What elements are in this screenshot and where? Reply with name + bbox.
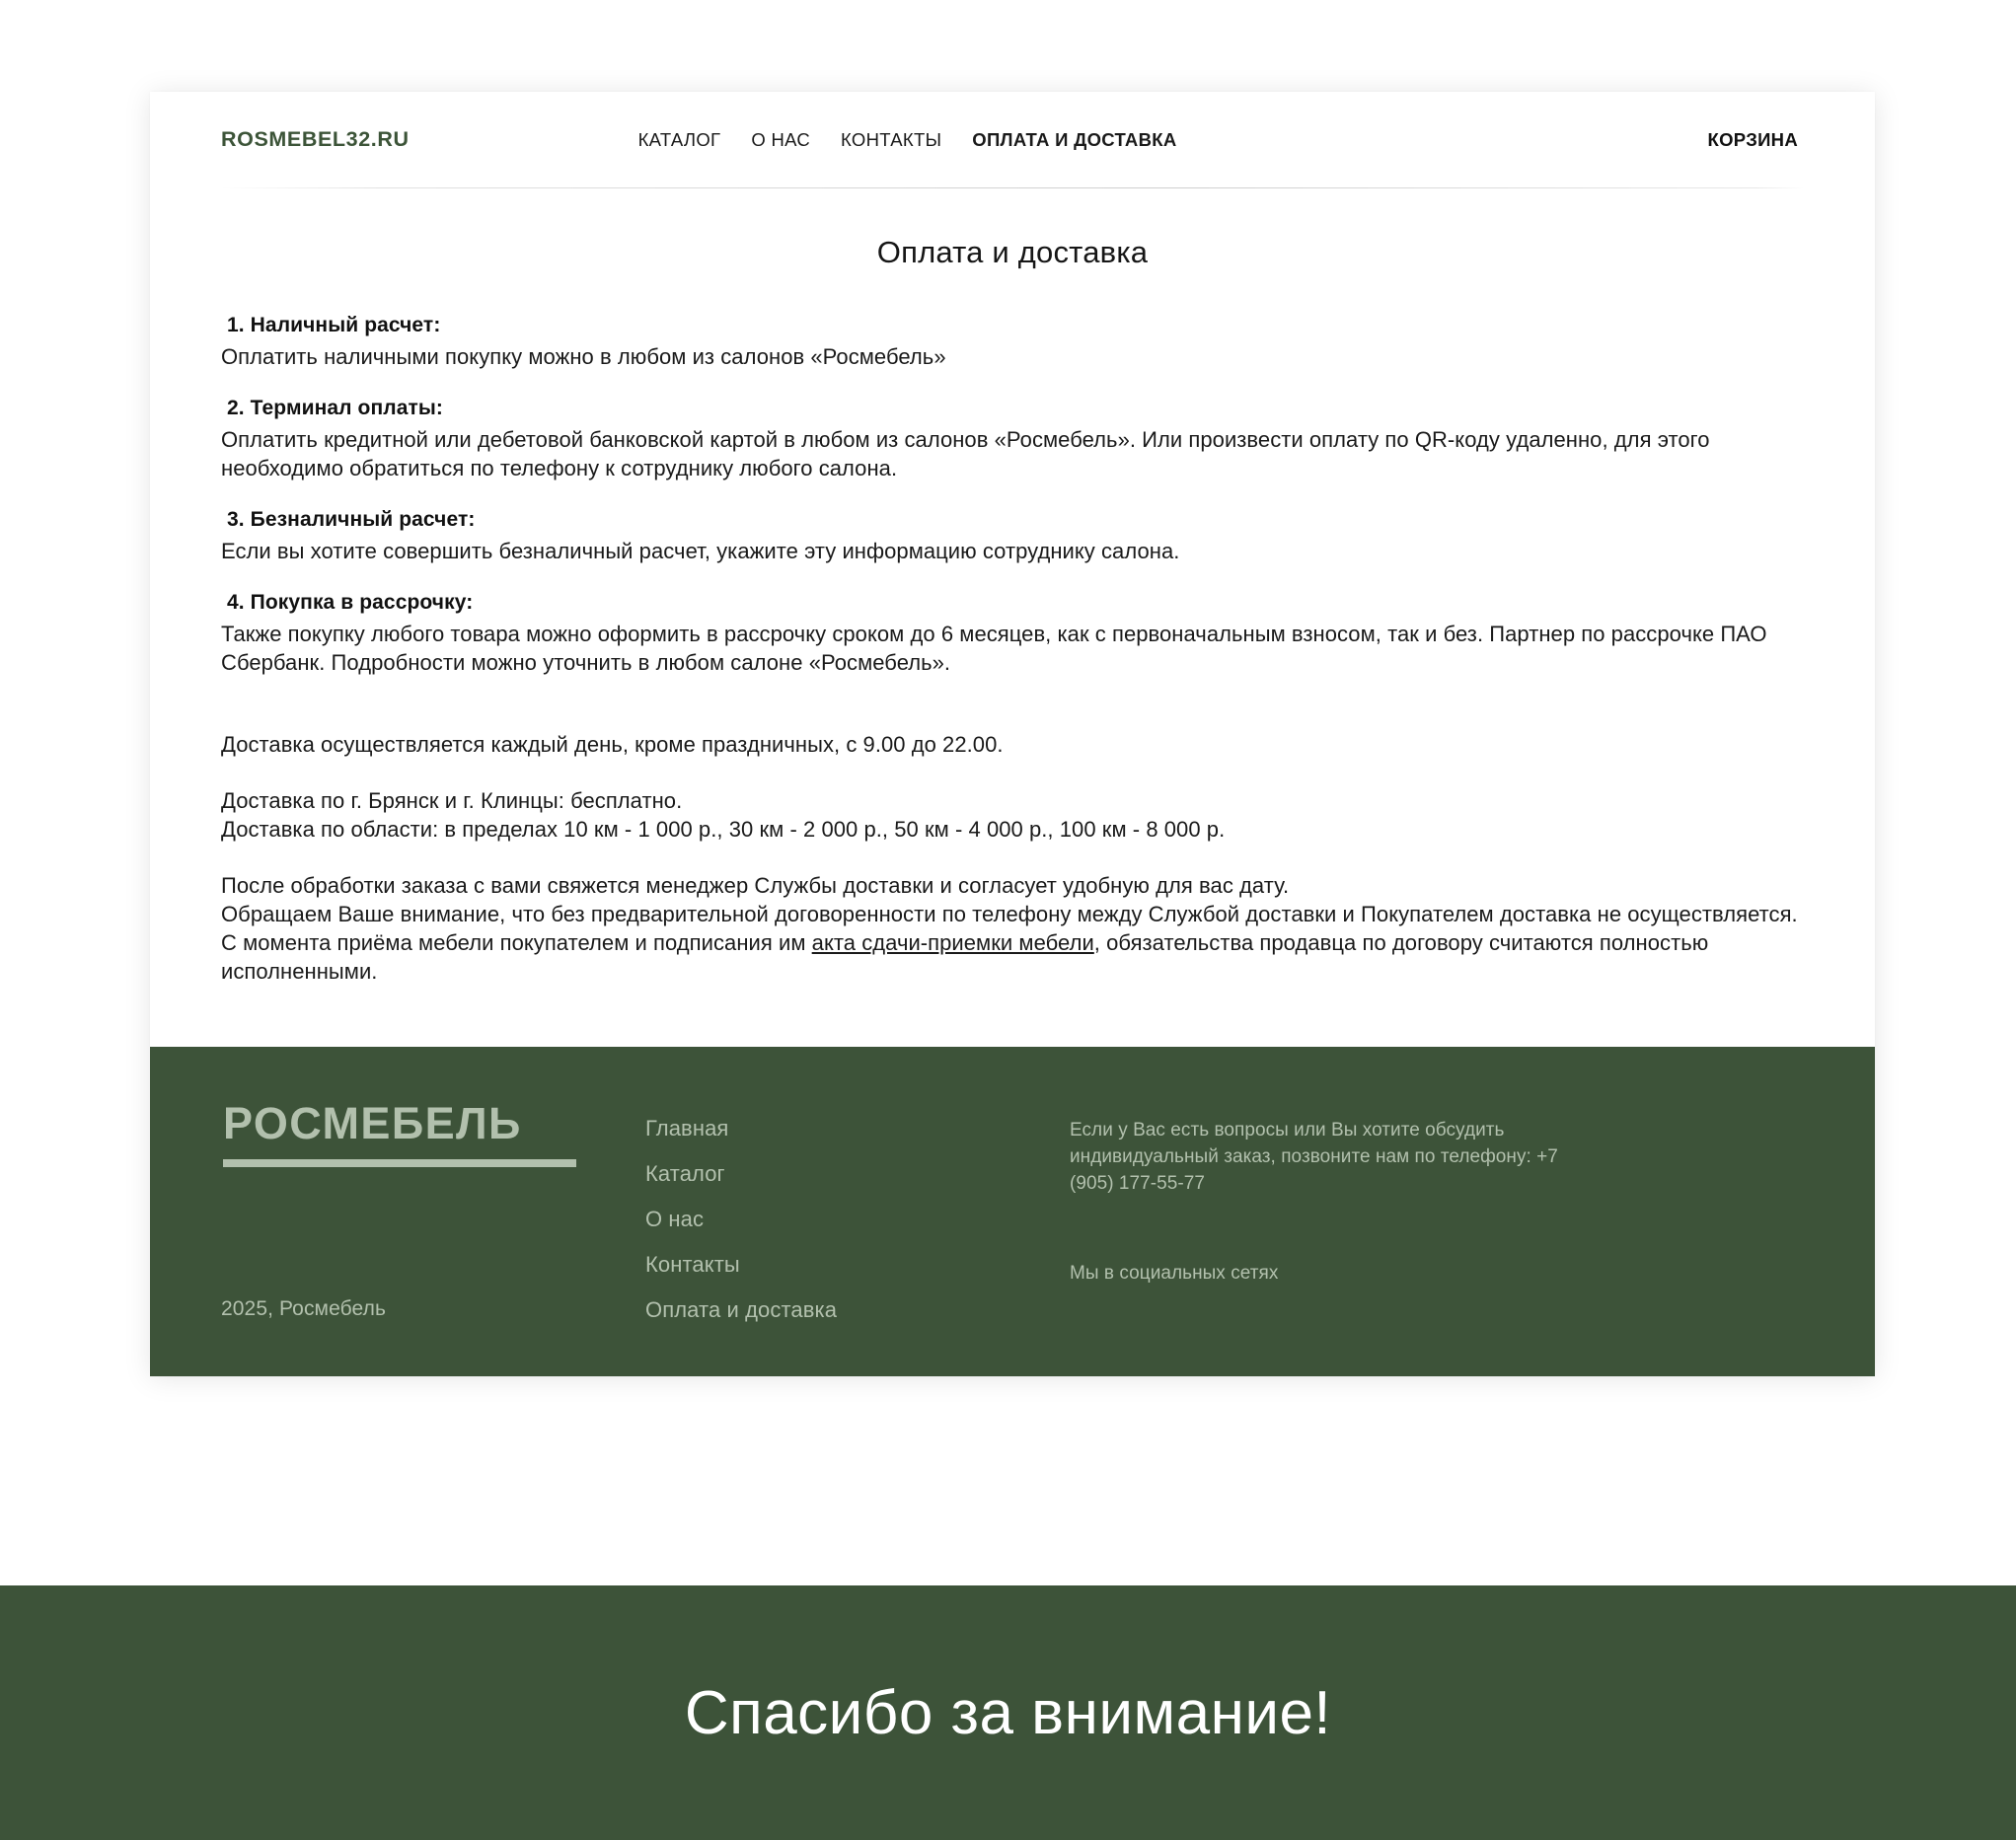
footer-logo-underline <box>223 1159 576 1167</box>
section-heading: 1. Наличный расчет: <box>227 314 441 336</box>
section-body: Также покупку любого товара можно оформить в рассрочку сроком до 6 месяцев, как с первоначальным взносом, так и без. Партнер по рассрочке ПАО Сбербанк. Подробности можно уточнить в любом салоне «Росмебель». <box>221 622 1767 676</box>
notice-text-post: , обязательства продавца по договору считаются полностью исполненными. <box>221 930 1709 985</box>
thank-you-text: Спасибо за внимание! <box>684 1678 1332 1747</box>
section-body: Если вы хотите совершить безналичный расчет, укажите эту информацию сотруднику салона. <box>221 539 1180 564</box>
section-installment-purchase <box>221 591 1804 677</box>
footer-brand-column <box>221 1098 645 1323</box>
section-heading: 2. Терминал оплаты: <box>227 397 443 420</box>
section-body: Оплатить кредитной или дебетовой банковской картой в любом из салонов «Росмебель». Или произвести оплату по QR-коду удаленно, для этого необходимо обратиться по телефону к сотруднику любого салона. <box>221 427 1710 481</box>
footer-nav-item-payment-delivery[interactable]: Оплата и доставка <box>645 1297 838 1323</box>
acceptance-act-link[interactable]: акта сдачи-приемки мебели <box>811 930 1094 956</box>
section-cashless-payment <box>221 508 1804 565</box>
notice-text-pre: С момента приёма мебели покупателем и подписания им <box>221 930 812 956</box>
delivery-notice-line2: Обращаем Ваше внимание, что без предварительной договоренности по телефону между Службой доставки и Покупателем доставка не осуществляется. <box>221 902 1798 927</box>
section-heading: 3. Безналичный расчет: <box>227 508 476 532</box>
nav-item-contacts[interactable]: КОНТАКТЫ <box>841 128 942 150</box>
section-terminal-payment <box>221 397 1804 482</box>
delivery-hours-text: Доставка осуществляется каждый день, кроме праздничных, с 9.00 до 22.00. <box>221 732 1004 758</box>
page-card <box>150 92 1875 1376</box>
thank-you-banner <box>0 1585 2016 1840</box>
footer-contact-column <box>1070 1098 1804 1285</box>
delivery-hours-block <box>221 730 1804 759</box>
delivery-notice-block <box>221 871 1804 986</box>
section-heading: 4. Покупка в рассрочку: <box>227 591 474 615</box>
footer-nav-item-catalog[interactable]: Каталог <box>645 1161 725 1187</box>
footer-social-label: Мы в социальных сетях <box>1070 1263 1279 1285</box>
delivery-prices-block <box>221 786 1804 844</box>
main-content <box>150 188 1875 1047</box>
nav-item-payment-delivery[interactable]: ОПЛАТА И ДОСТАВКА <box>972 128 1177 150</box>
site-header <box>150 92 1875 187</box>
footer-contact-text: Если у Вас есть вопросы или Вы хотите обсудить индивидуальный заказ, позвоните нам по телефону: +7 (905) 177-55-77 <box>1070 1120 1558 1195</box>
footer-navigation <box>645 1098 1070 1323</box>
nav-item-about[interactable]: О НАС <box>751 128 811 150</box>
site-footer <box>150 1047 1875 1376</box>
footer-logo-wrap <box>221 1098 645 1167</box>
footer-nav-item-about[interactable]: О нас <box>645 1207 705 1232</box>
delivery-notice-line1: После обработки заказа с вами свяжется менеджер Службы доставки и согласует удобную для вас дату. <box>221 873 1290 899</box>
delivery-notice-line3 <box>221 928 1804 986</box>
footer-nav-item-home[interactable]: Главная <box>645 1116 729 1141</box>
site-brand-logo[interactable]: ROSMEBEL32.RU <box>221 127 410 151</box>
delivery-region-text: Доставка по области: в пределах 10 км - 1 000 р., 30 км - 2 000 р., 50 км - 4 000 р., 100 км - 8 000 р. <box>221 817 1226 843</box>
main-navigation <box>638 129 1177 151</box>
footer-logo: РОСМЕБЕЛЬ <box>223 1098 522 1149</box>
footer-nav-item-contacts[interactable]: Контакты <box>645 1252 740 1278</box>
cart-link[interactable]: КОРЗИНА <box>1707 128 1798 150</box>
footer-copyright: 2025, Росмебель <box>221 1297 386 1321</box>
delivery-cities-text: Доставка по г. Брянск и г. Клинцы: бесплатно. <box>221 788 683 814</box>
page-title: Оплата и доставка <box>876 235 1149 269</box>
section-body: Оплатить наличными покупку можно в любом из салонов «Росмебель» <box>221 344 946 369</box>
section-cash-payment <box>221 314 1804 371</box>
nav-item-catalog[interactable]: КАТАЛОГ <box>637 128 721 150</box>
